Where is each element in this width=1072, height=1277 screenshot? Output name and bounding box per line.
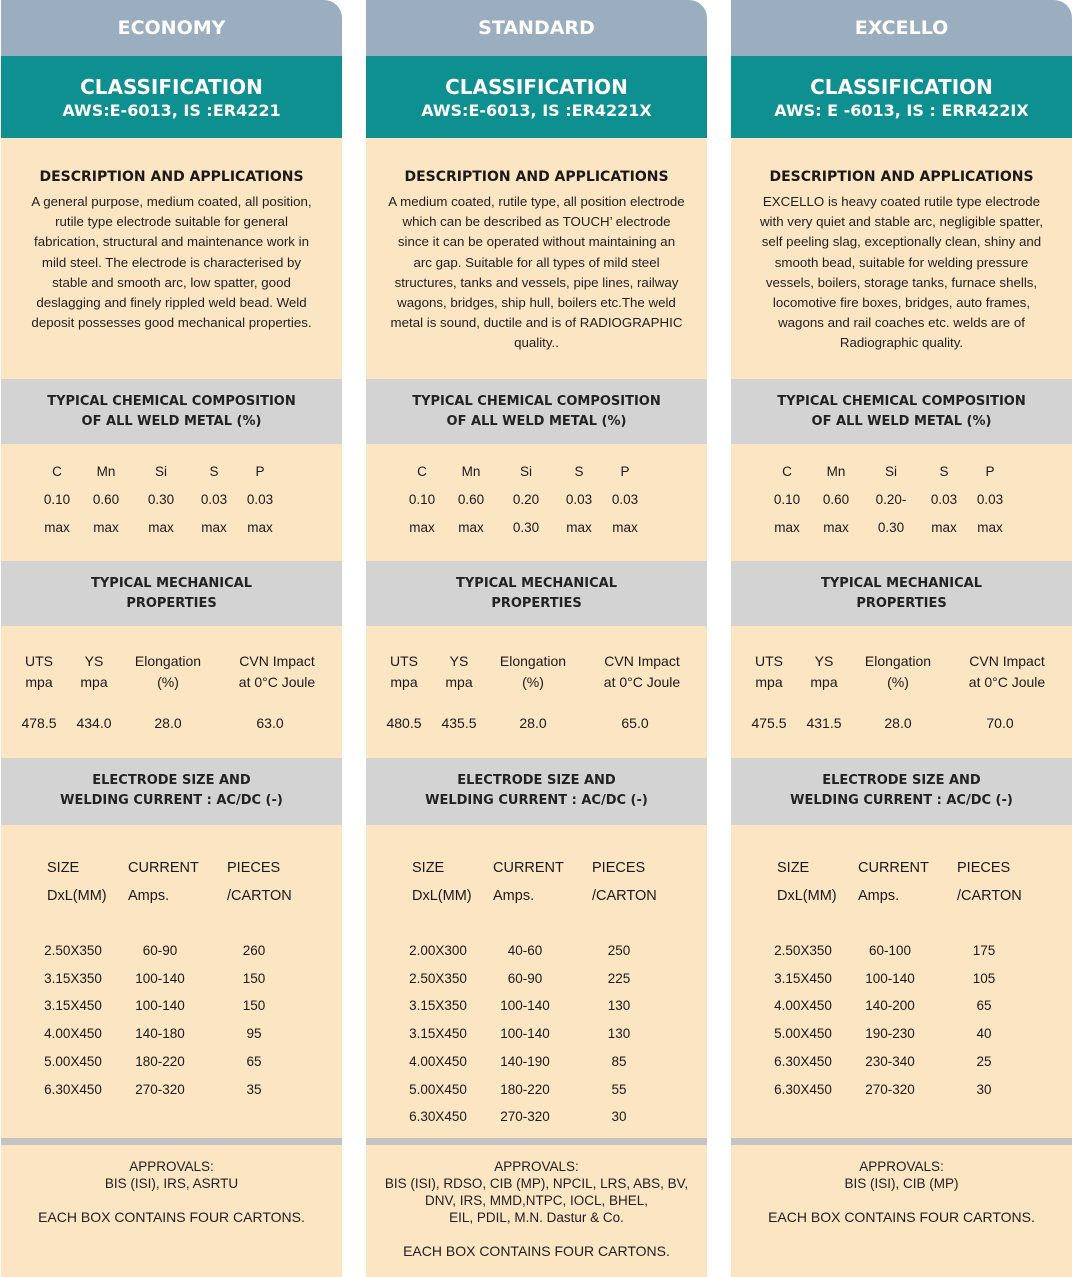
elec-row-cell: 105: [972, 970, 996, 986]
chem-cell-v1: 0.10: [773, 492, 801, 507]
chem-cell-el: P: [620, 464, 630, 479]
elec-header-line-2: Amps.: [858, 888, 900, 904]
mech-header-line-2: at 0°C Joule: [238, 674, 316, 690]
description-text: A medium coated, rutile type, all position electrode which can be described as TOUCH’ electrode since it can be operated without maintaining an arc gap. Suitable for all types of mild steel structures, tanks and vessels, pipe lines, railway wagons, bridges, ship hull, boilers etc.The weld metal is sound, ductile and is of RADIOGRAPHIC quality..: [388, 194, 685, 351]
elec-row-cell: 100-140: [135, 998, 185, 1014]
elec-row-cell: 5.00X450: [44, 1053, 102, 1069]
elec-header-line-1: CURRENT: [493, 860, 564, 876]
product-column-excello: [731, 0, 1072, 1277]
description-text: A general purpose, medium coated, all position, rutile type electrode suitable for general fabrication, structural and maintenance work in mild steel. The electrode is characterised by stable and smooth arc, low spatter, good deslagging and finely rippled weld bead. Weld deposit possesses good mechanical properties.: [31, 194, 312, 331]
elec-row-cell: 95: [246, 1026, 262, 1042]
mech-header-cell: [755, 651, 783, 693]
box-contents-note: EACH BOX CONTAINS FOUR CARTONS.: [38, 1209, 305, 1225]
chem-cell-el: P: [255, 464, 265, 479]
elec-row-cell: 270-320: [865, 1081, 915, 1097]
mech-header-line-1: CVN Impact: [969, 653, 1045, 669]
chem-title-line-2: OF ALL WELD METAL (%): [446, 414, 627, 429]
mech-title-line-1: TYPICAL MECHANICAL: [456, 576, 617, 591]
elec-row-cell: 100-140: [500, 998, 550, 1014]
mech-header-line-2: mpa: [755, 674, 783, 690]
chem-cell-v1: 0.20: [512, 492, 540, 507]
elec-row-cell: 4.00X450: [44, 1026, 102, 1042]
approvals-title: APPROVALS:: [129, 1159, 214, 1174]
elec-row-cell: 100-140: [865, 970, 915, 986]
description-title: DESCRIPTION AND APPLICATIONS: [769, 169, 1034, 185]
elec-row-cell: 4.00X450: [409, 1053, 467, 1069]
elec-header-line-2: DxL(MM): [412, 888, 472, 904]
chem-cell-v2: max: [247, 520, 273, 535]
electrode-size-table: [731, 825, 1072, 1138]
section-divider: [1, 1138, 342, 1145]
approvals-line: BIS (ISI), RDSO, CIB (MP), NPCIL, LRS, ABS, BV,: [384, 1176, 689, 1191]
mech-header-cell: [445, 651, 472, 693]
chem-cell-el: Mn: [826, 464, 846, 479]
elec-row-cell: 85: [611, 1053, 627, 1069]
elec-row-cell: 5.00X450: [774, 1026, 832, 1042]
mech-header-line-1: Elongation: [134, 653, 202, 669]
classification-code: AWS:E-6013, IS :ER4221: [62, 101, 281, 120]
elec-row-cell: 2.00X300: [409, 943, 467, 958]
elec-header-line-1: SIZE: [412, 860, 445, 876]
chem-title-line-1: TYPICAL CHEMICAL COMPOSITION: [412, 394, 661, 409]
mech-header-cell: [239, 651, 315, 693]
chem-cell-v1: 0.03: [200, 492, 228, 507]
elec-row-cell: 150: [242, 970, 266, 986]
elec-row-cell: 35: [246, 1081, 262, 1097]
product-column-economy: [1, 0, 342, 1277]
chem-title-line-1: TYPICAL CHEMICAL COMPOSITION: [47, 394, 296, 409]
elec-row-cell: 6.30X450: [44, 1081, 102, 1097]
mech-header-line-2: mpa: [25, 674, 53, 690]
chem-title-line-2: OF ALL WELD METAL (%): [811, 414, 992, 429]
chem-cell-v2: 0.30: [512, 520, 540, 535]
chem-cell-el: Si: [519, 464, 533, 479]
chem-cell-el: C: [52, 464, 62, 479]
chem-cell-v2: max: [148, 520, 174, 535]
chem-cell-v2: max: [977, 520, 1003, 535]
elec-header-line-1: PIECES: [227, 860, 281, 876]
elec-header-line-2: DxL(MM): [777, 888, 837, 904]
elec-header-line-1: CURRENT: [858, 860, 929, 876]
approvals-line: EIL, PDIL, M.N. Dastur & Co.: [449, 1210, 624, 1225]
elec-row-cell: 270-320: [135, 1081, 185, 1097]
mech-value: 70.0: [986, 715, 1014, 731]
classification-block: [366, 56, 707, 138]
elec-header-line-2: /CARTON: [957, 888, 1022, 904]
electrode-size-table: [1, 825, 342, 1138]
elec-row-cell: 40: [976, 1026, 992, 1042]
mech-value: 435.5: [441, 715, 477, 731]
mech-title-line-1: TYPICAL MECHANICAL: [821, 576, 982, 591]
chem-cell-v2: max: [612, 520, 638, 535]
approvals-title: APPROVALS:: [859, 1159, 944, 1174]
elec-row-cell: 100-140: [500, 1026, 550, 1042]
mech-header-line-1: UTS: [390, 653, 418, 669]
elec-row-cell: 260: [242, 943, 266, 958]
elec-header-line-1: CURRENT: [128, 860, 199, 876]
elec-row-cell: 150: [242, 998, 266, 1014]
approvals-block: [731, 1145, 1072, 1277]
chem-composition-header: [366, 379, 707, 444]
elec-header-line-2: /CARTON: [592, 888, 657, 904]
chem-cell-v1: 0.10: [43, 492, 71, 507]
elec-row-cell: 3.15X450: [774, 970, 832, 986]
elec-row-cell: 100-140: [135, 970, 185, 986]
elec-row-cell: 140-180: [135, 1026, 185, 1042]
mech-header-line-2: mpa: [810, 674, 838, 690]
elec-row-cell: 60-90: [142, 943, 178, 958]
elec-row-cell: 270-320: [500, 1109, 550, 1125]
elec-title-line-2: WELDING CURRENT : AC/DC (-): [790, 793, 1013, 808]
elec-row-cell: 140-200: [865, 998, 915, 1014]
elec-header-line-2: DxL(MM): [47, 888, 107, 904]
elec-row-cell: 3.15X350: [409, 998, 467, 1014]
electrode-size-header: [366, 758, 707, 825]
elec-row-cell: 55: [611, 1081, 627, 1097]
elec-row-cell: 60-100: [868, 943, 912, 958]
elec-row-cell: 65: [246, 1053, 262, 1069]
classification-block: [1, 56, 342, 138]
description-block: [366, 138, 707, 379]
mech-header-line-1: CVN Impact: [239, 653, 315, 669]
electrode-size-header: [1, 758, 342, 825]
approvals-line: BIS (ISI), IRS, ASRTU: [104, 1176, 239, 1191]
elec-row-cell: 4.00X450: [774, 998, 832, 1014]
classification-code: AWS:E-6013, IS :ER4221X: [421, 101, 652, 120]
elec-header-line-2: Amps.: [128, 888, 170, 904]
elec-row-cell: 5.00X450: [409, 1081, 467, 1097]
classification-code: AWS: E -6013, IS : ERR422IX: [774, 101, 1029, 120]
mech-header-cell: [604, 651, 680, 693]
product-name: EXCELLO: [731, 0, 1072, 56]
mech-header-line-2: at 0°C Joule: [968, 674, 1046, 690]
chem-cell-v1: 0.03: [246, 492, 274, 507]
elec-row-cell: 250: [607, 943, 631, 958]
mech-title-line-2: PROPERTIES: [491, 596, 582, 611]
chem-composition-header: [1, 379, 342, 444]
mech-value: 478.5: [21, 715, 57, 731]
elec-header-line-2: Amps.: [493, 888, 535, 904]
chem-cell-el: Si: [884, 464, 898, 479]
mech-header-cell: [390, 651, 418, 693]
elec-row-cell: 225: [607, 970, 631, 986]
classification-block: [731, 56, 1072, 138]
mech-properties-table: [1, 626, 342, 758]
mech-header-line-2: (%): [522, 674, 544, 690]
classification-title: CLASSIFICATION: [810, 75, 993, 99]
elec-row-cell: 6.30X450: [774, 1053, 832, 1069]
mech-header-line-2: mpa: [80, 674, 108, 690]
chem-cell-v2: 0.30: [877, 520, 905, 535]
mech-value: 28.0: [884, 715, 912, 731]
mech-value: 475.5: [751, 715, 787, 731]
elec-row-cell: 30: [976, 1081, 992, 1097]
mech-header-cell: [969, 651, 1045, 693]
chem-cell-el: C: [782, 464, 792, 479]
elec-header-line-1: SIZE: [777, 860, 810, 876]
elec-row-cell: 3.15X450: [44, 998, 102, 1014]
mech-header-line-2: (%): [887, 674, 909, 690]
elec-row-cell: 175: [972, 943, 996, 958]
elec-row-cell: 180-220: [135, 1053, 185, 1069]
elec-row-cell: 40-60: [507, 943, 543, 958]
mech-properties-table: [731, 626, 1072, 758]
approvals-block: [366, 1145, 707, 1277]
chem-composition-table: [731, 444, 1072, 561]
description-text: EXCELLO is heavy coated rutile type electrode with very quiet and stable arc, negligible spatter, self peeling slag, exceptionally clean, shiny and smooth bead, suitable for welding pressure vessels, boilers, storage tanks, furnace shells, locomotive fire boxes, bridges, auto frames, wagons and rail coaches etc. welds are of Radiographic quality.: [759, 194, 1044, 351]
elec-row-cell: 190-230: [865, 1026, 915, 1042]
electrode-size-header: [731, 758, 1072, 825]
approvals-block: [1, 1145, 342, 1277]
chem-cell-v1: 0.30: [147, 492, 175, 507]
mech-header-line-1: UTS: [755, 653, 783, 669]
chem-cell-el: S: [209, 464, 219, 479]
chem-cell-el: P: [985, 464, 995, 479]
mech-header-line-1: Elongation: [499, 653, 567, 669]
elec-header-line-1: PIECES: [592, 860, 646, 876]
elec-row-cell: 230-340: [865, 1053, 915, 1069]
mech-header-line-1: Elongation: [864, 653, 932, 669]
mech-header-cell: [810, 651, 837, 693]
elec-header-line-2: /CARTON: [227, 888, 292, 904]
box-contents-note: EACH BOX CONTAINS FOUR CARTONS.: [768, 1209, 1035, 1225]
mech-value: 63.0: [256, 715, 284, 731]
chem-cell-el: C: [417, 464, 427, 479]
chem-cell-v1: 0.60: [92, 492, 120, 507]
mech-properties-table: [366, 626, 707, 758]
mech-header-line-2: mpa: [390, 674, 418, 690]
chem-cell-el: S: [574, 464, 584, 479]
mech-header-cell: [865, 651, 931, 693]
mech-header-line-1: YS: [84, 653, 104, 669]
elec-row-cell: 2.50X350: [774, 943, 832, 958]
mech-value: 65.0: [621, 715, 649, 731]
mech-header-cell: [500, 651, 566, 693]
mech-header-cell: [80, 651, 107, 693]
box-contents-note: EACH BOX CONTAINS FOUR CARTONS.: [403, 1243, 670, 1259]
chem-cell-v2: max: [44, 520, 70, 535]
electrode-size-table: [366, 825, 707, 1138]
mech-value: 480.5: [386, 715, 422, 731]
section-divider: [731, 1138, 1072, 1145]
chem-cell-v1: 0.03: [565, 492, 593, 507]
elec-row-cell: 30: [611, 1109, 627, 1125]
chem-cell-el: Mn: [96, 464, 116, 479]
elec-row-cell: 2.50X350: [409, 970, 467, 986]
chem-composition-header: [731, 379, 1072, 444]
chem-cell-v2: max: [774, 520, 800, 535]
mech-properties-header: [1, 561, 342, 626]
elec-title-line-1: ELECTRODE SIZE AND: [822, 773, 981, 788]
chem-cell-v2: max: [93, 520, 119, 535]
product-name: ECONOMY: [1, 0, 342, 56]
chem-cell-v1: 0.60: [457, 492, 485, 507]
elec-row-cell: 60-90: [507, 970, 543, 986]
elec-row-cell: 2.50X350: [44, 943, 102, 958]
mech-header-line-2: mpa: [445, 674, 473, 690]
elec-row-cell: 3.15X350: [44, 970, 102, 986]
elec-row-cell: 140-190: [500, 1053, 550, 1069]
chem-cell-v1: 0.03: [611, 492, 639, 507]
classification-title: CLASSIFICATION: [80, 75, 263, 99]
elec-row-cell: 6.30X450: [409, 1109, 467, 1125]
description-block: [1, 138, 342, 379]
chem-cell-v1: 0.03: [930, 492, 958, 507]
mech-header-line-2: (%): [157, 674, 179, 690]
chem-cell-v1: 0.60: [822, 492, 850, 507]
chem-cell-v2: max: [201, 520, 227, 535]
elec-row-cell: 130: [607, 998, 631, 1014]
chem-cell-v1: 0.03: [976, 492, 1004, 507]
elec-row-cell: 3.15X450: [409, 1026, 467, 1042]
elec-row-cell: 6.30X450: [774, 1081, 832, 1097]
mech-header-line-1: CVN Impact: [604, 653, 680, 669]
chem-cell-el: S: [939, 464, 949, 479]
mech-value: 28.0: [154, 715, 182, 731]
elec-title-line-1: ELECTRODE SIZE AND: [457, 773, 616, 788]
chem-cell-el: Si: [154, 464, 168, 479]
elec-title-line-2: WELDING CURRENT : AC/DC (-): [60, 793, 283, 808]
chem-cell-v2: max: [458, 520, 484, 535]
description-block: [731, 138, 1072, 379]
elec-row-cell: 25: [976, 1053, 992, 1069]
chem-title-line-1: TYPICAL CHEMICAL COMPOSITION: [777, 394, 1026, 409]
mech-header-line-1: YS: [814, 653, 834, 669]
elec-row-cell: 130: [607, 1026, 631, 1042]
mech-properties-header: [731, 561, 1072, 626]
elec-row-cell: 65: [976, 998, 992, 1014]
mech-value: 28.0: [519, 715, 547, 731]
mech-value: 431.5: [806, 715, 842, 731]
chem-cell-v1: 0.20-: [875, 492, 907, 507]
approvals-line: DNV, IRS, MMD,NTPC, IOCL, BHEL,: [424, 1193, 649, 1208]
mech-header-line-2: at 0°C Joule: [603, 674, 681, 690]
product-name: STANDARD: [366, 0, 707, 56]
classification-title: CLASSIFICATION: [445, 75, 628, 99]
approvals-title: APPROVALS:: [494, 1159, 579, 1174]
chem-cell-v1: 0.10: [408, 492, 436, 507]
description-title: DESCRIPTION AND APPLICATIONS: [404, 169, 669, 185]
chem-cell-v2: max: [566, 520, 592, 535]
description-title: DESCRIPTION AND APPLICATIONS: [39, 169, 304, 185]
elec-title-line-1: ELECTRODE SIZE AND: [92, 773, 251, 788]
mech-title-line-2: PROPERTIES: [126, 596, 217, 611]
mech-header-cell: [25, 651, 53, 693]
mech-properties-header: [366, 561, 707, 626]
elec-header-line-1: PIECES: [957, 860, 1011, 876]
section-divider: [366, 1138, 707, 1145]
chem-title-line-2: OF ALL WELD METAL (%): [81, 414, 262, 429]
mech-header-line-1: UTS: [25, 653, 53, 669]
chem-cell-el: Mn: [461, 464, 481, 479]
mech-title-line-1: TYPICAL MECHANICAL: [91, 576, 252, 591]
approvals-line: BIS (ISI), CIB (MP): [844, 1176, 959, 1191]
chem-composition-table: [366, 444, 707, 561]
chem-cell-v2: max: [823, 520, 849, 535]
elec-row-cell: 180-220: [500, 1081, 550, 1097]
mech-header-line-1: YS: [449, 653, 469, 669]
chem-cell-v2: max: [931, 520, 957, 535]
elec-header-line-1: SIZE: [47, 860, 80, 876]
mech-header-cell: [135, 651, 201, 693]
mech-title-line-2: PROPERTIES: [856, 596, 947, 611]
product-column-standard: [366, 0, 707, 1277]
chem-cell-v2: max: [409, 520, 435, 535]
chem-composition-table: [1, 444, 342, 561]
elec-title-line-2: WELDING CURRENT : AC/DC (-): [425, 793, 648, 808]
mech-value: 434.0: [76, 715, 112, 731]
